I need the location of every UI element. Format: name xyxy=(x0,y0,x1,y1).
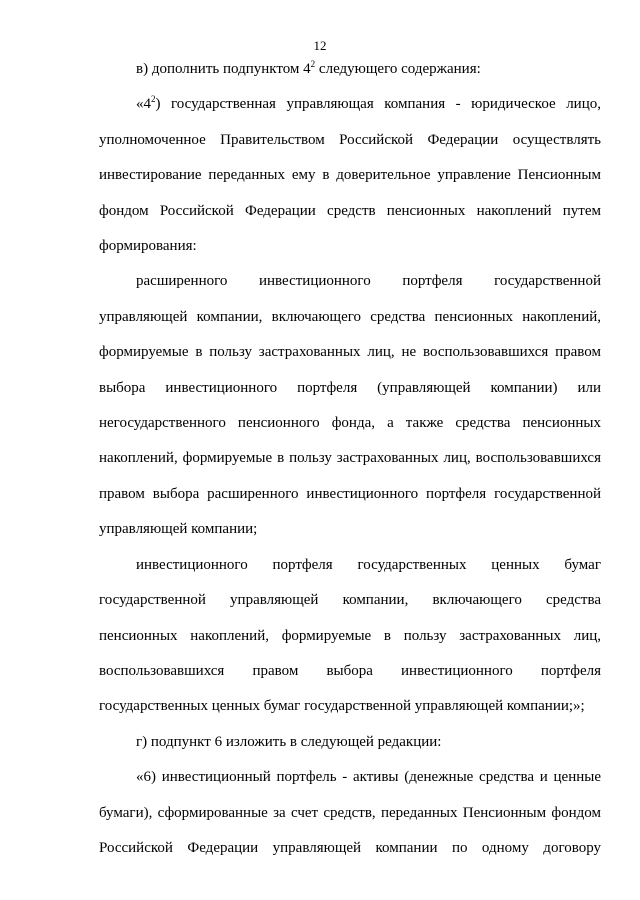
page-number: 12 xyxy=(313,38,327,53)
paragraph-text: следующего содержания: xyxy=(315,61,481,77)
document-body xyxy=(99,52,601,866)
paragraph-government-securities-portfolio: инвестиционного портфеля государственных ценных бумаг государственной управляющей компании, включающего средства пенсионных накоплений, формируемые в пользу застрахованных лиц, воспользовавшихся правом выбора инвестиционного портфеля государственных ценных бумаг государственной управляющей компании;»; xyxy=(99,556,601,715)
superscript: 2 xyxy=(310,59,316,69)
paragraph-text: «4 xyxy=(136,96,151,113)
paragraph-definition-4-2 xyxy=(99,87,601,264)
paragraph-definition-6: «6) инвестиционный портфель - активы (денежные средства и ценные бумаги), сформированные за счет средств, переданных Пенсионным фондом Российской Федерации управляющей компании по одному договору xyxy=(99,769,601,856)
paragraph-amendment-g: г) подпункт 6 изложить в следующей редакции: xyxy=(136,733,442,750)
paragraph-amendment-v xyxy=(99,52,601,87)
paragraph-extended-portfolio: расширенного инвестиционного портфеля государственной управляющей компании, включающего средства пенсионных накоплений, формируемые в пользу застрахованных лиц, не воспользовавшихся правом выбора инвестиционного портфеля (управляющей компании) или негосударственного пенсионного фонда, а также средства пенсионных накоплений, формируемые в пользу застрахованных лиц, воспользовавшихся правом выбора расширенного инвестиционного портфеля государственной управляющей компании; xyxy=(99,273,601,538)
superscript: 2 xyxy=(151,94,156,105)
paragraph-text: в) дополнить подпунктом 4 xyxy=(136,61,311,77)
paragraph-text: ) государственная управляющая компания - юридическое лицо, уполномоченное Правительством Российской Федерации осуществлять инвестирование переданных ему в доверительное управление Пенсионным фондом Российской Федерации средств пенсионных накоплений путем формирования: xyxy=(99,96,601,255)
